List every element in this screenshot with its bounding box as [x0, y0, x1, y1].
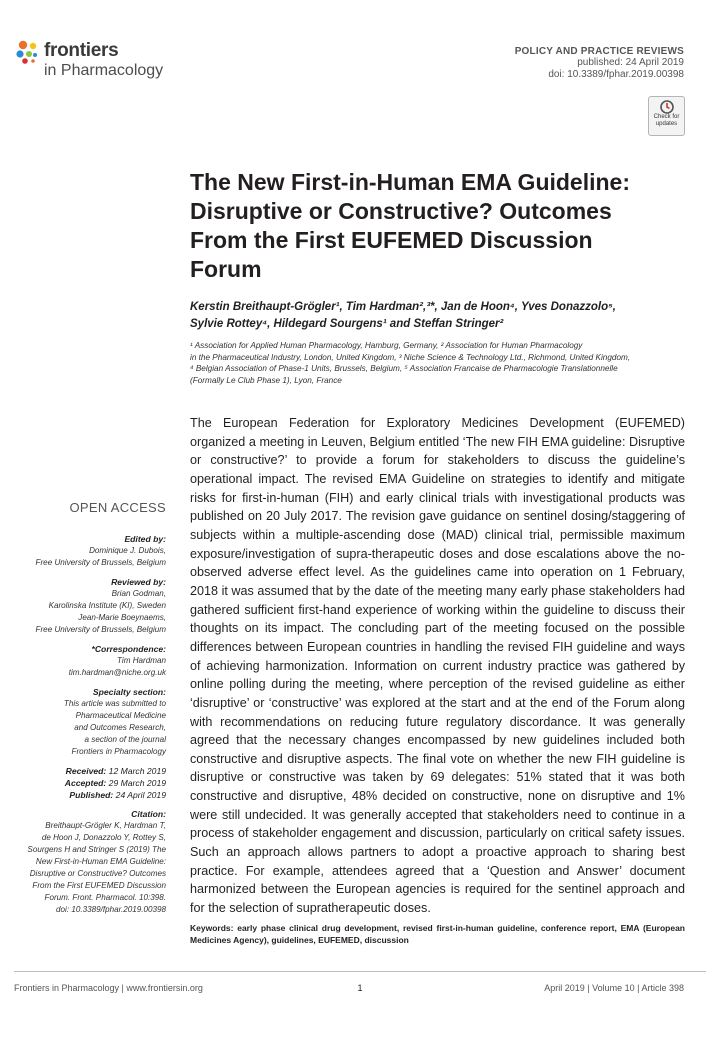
section-heading: Reviewed by:: [111, 577, 166, 587]
citation-section: [20, 808, 166, 916]
editor-name: Dominique J. Dubois,: [89, 546, 166, 555]
date-value: 29 March 2019: [108, 778, 166, 788]
journal-logo: [14, 38, 194, 84]
edited-by-section: [20, 533, 166, 569]
author-line: Sylvie Rottey⁴, Hildegard Sourgens¹ and Steffan Stringer²: [190, 318, 504, 330]
reviewer-line: Brian Godman,: [111, 589, 166, 598]
journal-name-line2: in Pharmacology: [44, 62, 164, 79]
correspondent-name: Tim Hardman: [117, 656, 166, 665]
editor-affiliation: Free University of Brussels, Belgium: [35, 558, 166, 567]
specialty-line: and Outcomes Research,: [74, 723, 166, 732]
date-value: 12 March 2019: [108, 766, 166, 776]
date-label: Received:: [65, 766, 107, 776]
correspondence-section: [20, 643, 166, 679]
date-value: 24 April 2019: [115, 790, 166, 800]
affiliation-line: ¹ Association for Applied Human Pharmacology, Hamburg, Germany, ² Association for Human Pharmacology: [190, 341, 583, 350]
citation-line: Disruptive or Constructive? Outcomes: [29, 869, 166, 878]
author-list: [190, 299, 670, 333]
reviewer-line: Jean-Marie Boeynaems,: [78, 613, 166, 622]
section-heading: Specialty section:: [92, 687, 166, 697]
affiliations: [190, 340, 690, 387]
page-number: 1: [357, 983, 363, 993]
article-dates: [20, 765, 166, 801]
affiliation-line: in the Pharmaceutical Industry, London, United Kingdom, ³ Niche Science & Technology Ltd., Richmond, United Kingdom,: [190, 352, 631, 362]
frontiers-logo-icon: [14, 39, 40, 65]
check-updates-line1: Check for: [653, 114, 680, 120]
received-date: [20, 765, 166, 777]
citation-doi[interactable]: doi: 10.3389/fphar.2019.00398: [56, 905, 166, 914]
specialty-line: Pharmaceutical Medicine: [75, 711, 166, 720]
citation-line: New First-in-Human EMA Guideline:: [35, 857, 166, 866]
check-updates-line2: updates: [655, 121, 678, 127]
abstract: The European Federation for Exploratory Medicines Development (EUFEMED) organized a meeting in Leuven, Belgium entitled ‘The new FIH EMA guideline: Disruptive or constructive?’ to provide a forum for stakeholders to discuss the guideline’s operational impact. The revised EMA Guideline on strategies to identify and mitigate risks for first-in-human (FIH) and early clinical trials with investigational products was published on 20 July 2017. The revision gave guidance on sentinel dosing/staggering of subjects within a multiple-ascending dose (MAD) clinical trial, permissible maximum exposure/investigation of supra-therapeutic doses and dose escalations above the no-observed adverse effect level. As the guidelines came into operation on 1 February, 2018 it was assumed that by the date of the meeting many early phase stakeholders had gathered sufficient first-hand experience of working within the guideline to discuss their thoughts on its impact. The concluding part of the meeting focused on the possible differences between European countries in handling the revised FIH guideline and ways of achieving harmonization. Information on current industry practice was gathered by online polling during the meeting, where perception of the revised guideline as either ‘disruptive’ or ‘constructive’ was explored at the start and at the end of the Forum along with recommendations on reducing future regulatory discordance. It was generally agreed that the necessary changes encompassed by new guidelines included both constructive and disruptive aspects. The final vote on whether the new FIH guideline is disruptive or constructive was taken by 69 delegates: 51% stated that it was both constructive and disruptive, 48% decided on constructive, none on disruptive and 1% were still undecided. It was generally accepted that stakeholders need to continue in a process of stakeholder engagement and discussion, particularly on critical safety issues. Such an approach allows partners to adopt a proactive approach to sharing best practice. For example, attendees agreed that a ‘Question and Answer’ document harmonized between the European agencies is required for the sentinel approach and for the selection of supratherapeutic doses.: [190, 416, 685, 916]
article-type: POLICY AND PRACTICE REVIEWS: [514, 46, 684, 57]
article-header: [324, 46, 684, 81]
published-date-sidebar: [20, 789, 166, 801]
affiliation-line: ⁴ Belgian Association of Phase-1 Units, Brussels, Belgium, ⁵ Association Francaise de Pharmacologie Translationnelle: [190, 364, 618, 374]
reviewer-line: Free University of Brussels, Belgium: [35, 625, 166, 634]
correspondent-email-link[interactable]: tim.hardman@niche.org.uk: [68, 668, 166, 677]
article-sidebar: [20, 500, 166, 923]
footer-volume-info: April 2019 | Volume 10 | Article 398: [544, 983, 684, 993]
author-line: Kerstin Breithaupt-Grögler¹, Tim Hardman²,³*, Jan de Hoon⁴, Yves Donazzolo⁵,: [190, 301, 616, 313]
reviewed-by-section: [20, 576, 166, 636]
section-heading: Edited by:: [124, 534, 166, 544]
citation-line: Forum. Front. Pharmacol. 10:398.: [44, 893, 166, 902]
footer-journal-link[interactable]: Frontiers in Pharmacology | www.frontiersin.org: [14, 983, 203, 993]
footer-divider: [14, 971, 706, 972]
section-heading: Citation:: [131, 809, 166, 819]
keywords: Keywords: early phase clinical drug development, revised first-in-human guideline, conference report, EMA (European Medicines Agency), guidelines, EUFEMED, discussion: [190, 923, 685, 945]
article-title: The New First-in-Human EMA Guideline: Disruptive or Constructive? Outcomes From the First EUFEMED Discussion Forum: [190, 169, 630, 282]
crossmark-icon: [660, 100, 674, 114]
citation-line: Sourgens H and Stringer S (2019) The: [27, 845, 166, 854]
reviewer-line: Karolinska Institute (KI), Sweden: [48, 601, 166, 610]
citation-line: de Hoon J, Donazzolo Y, Rottey S,: [41, 833, 166, 842]
specialty-section: [20, 686, 166, 758]
article-doi[interactable]: doi: 10.3389/fphar.2019.00398: [548, 69, 684, 80]
section-heading: *Correspondence:: [91, 644, 166, 654]
check-for-updates-button[interactable]: [648, 96, 685, 136]
citation-line: Breithaupt-Grögler K, Hardman T,: [45, 821, 166, 830]
published-date: published: 24 April 2019: [577, 57, 684, 68]
journal-name-line1: frontiers: [44, 40, 119, 61]
specialty-line: Frontiers in Pharmacology: [71, 747, 166, 756]
accepted-date: [20, 777, 166, 789]
date-label: Accepted:: [64, 778, 107, 788]
affiliation-line: (Formally Le Club Phase 1), Lyon, France: [190, 376, 342, 386]
citation-line: From the First EUFEMED Discussion: [32, 881, 166, 890]
specialty-line: This article was submitted to: [63, 699, 166, 708]
date-label: Published:: [69, 790, 114, 800]
open-access-label: OPEN ACCESS: [69, 500, 166, 515]
specialty-line: a section of the journal: [84, 735, 166, 744]
